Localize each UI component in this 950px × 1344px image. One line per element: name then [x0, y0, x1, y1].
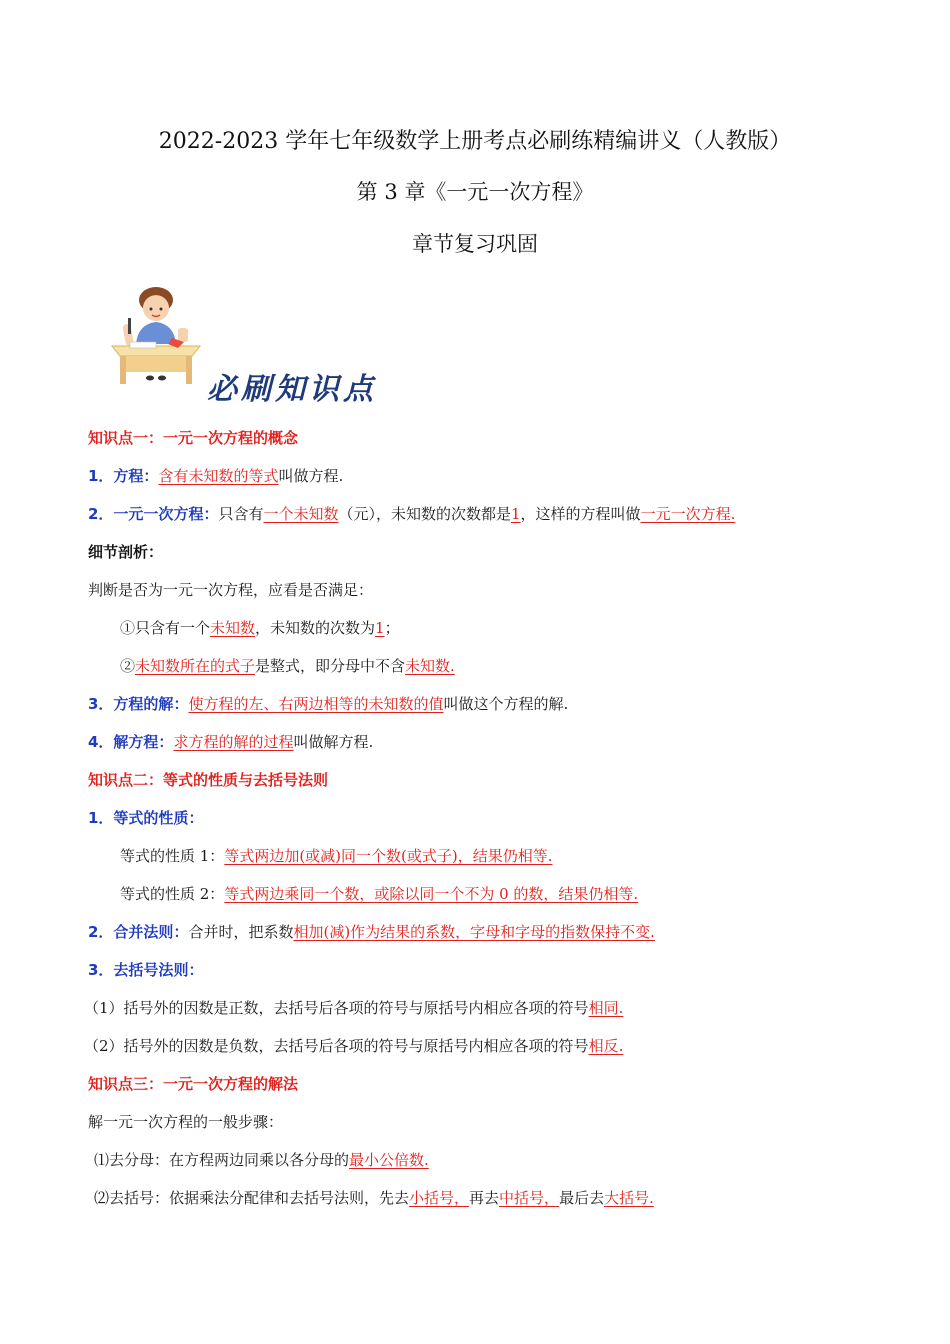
kp1-item2: [88, 504, 735, 524]
bracket-rule-2-answer: 相反.: [588, 1037, 624, 1055]
condition-1-answer1: 未知数: [210, 619, 256, 637]
bracket-rule-2: [84, 1036, 623, 1056]
bracket-rule-1-text: （1）括号外的因数是正数，去括号后各项的符号与原括号内相应各项的符号: [84, 999, 589, 1017]
solve-step-2-text2: 再去: [469, 1189, 500, 1207]
equality-property-1: [120, 846, 553, 866]
bracket-rule-1-answer: 相同.: [588, 999, 624, 1017]
solve-step-1-text: ⑴去分母：在方程两边同乘以各分母的: [94, 1151, 350, 1169]
condition-2-answer1: 未知数所在的式子: [135, 657, 256, 675]
kp1-item4: [88, 732, 373, 752]
document-title: 2022-2023 学年七年级数学上册考点必刷练精编讲义（人教版）: [158, 129, 792, 154]
kp1-item4-rest: 叫做解方程.: [293, 733, 374, 751]
solve-step-2: [94, 1188, 654, 1208]
kp1-item2-answer1: 一个未知数: [263, 505, 339, 523]
student-at-desk-icon: [106, 282, 206, 392]
kp2-item2-text: 合并时，把系数: [188, 923, 294, 941]
kp1-item4-answer: 求方程的解的过程: [173, 733, 294, 751]
kp3-intro: 解一元一次方程的一般步骤：: [88, 1113, 284, 1131]
kp1-item2-text2: （元），未知数的次数都是: [338, 505, 511, 523]
kp1-item1-answer: 含有未知数的等式: [158, 467, 279, 485]
equality-property-2: [120, 884, 638, 904]
solve-step-2-answer1: 小括号，: [409, 1189, 470, 1207]
kp3-heading: 知识点三：一元一次方程的解法: [88, 1075, 299, 1093]
kp1-item3-label: 3．方程的解：: [88, 695, 189, 713]
equality-property-1-label: 等式的性质 1：: [120, 847, 225, 865]
condition-2: [120, 656, 455, 676]
solve-step-2-text3: 最后去: [559, 1189, 605, 1207]
condition-1-text2: ，未知数的次数为: [255, 619, 376, 637]
kp1-item1: [88, 466, 343, 486]
kp1-item2-answer2: 1: [511, 505, 521, 523]
kp1-item2-text3: ，这样的方程叫做: [520, 505, 641, 523]
kp1-item3-rest: 叫做这个方程的解.: [443, 695, 569, 713]
kp1-item1-label: 1．方程：: [88, 467, 159, 485]
kp1-item2-text1: 只含有: [218, 505, 264, 523]
condition-2-text1: ②: [120, 657, 136, 675]
kp2-item2: [88, 922, 655, 942]
kp1-item2-label: 2．一元一次方程：: [88, 505, 219, 523]
kp2-item2-answer: 相加(减)作为结果的系数，字母和字母的指数保持不变.: [293, 923, 655, 941]
solve-step-2-answer3: 大括号.: [604, 1189, 654, 1207]
solve-step-1-answer: 最小公倍数.: [349, 1151, 429, 1169]
kp1-item2-answer3: 一元一次方程.: [640, 505, 736, 523]
condition-1-text3: ；: [384, 619, 400, 637]
condition-1-text1: ①只含有一个: [120, 619, 211, 637]
detail-heading: 细节剖析：: [88, 543, 164, 561]
kp1-item3: [88, 694, 568, 714]
kp2-item2-label: 2．合并法则：: [88, 923, 189, 941]
kp1-item4-label: 4．解方程：: [88, 733, 174, 751]
condition-1-answer2: 1: [375, 619, 385, 637]
kp2-item1-label: 1．等式的性质：: [88, 809, 204, 827]
condition-2-text2: 是整式，即分母中不含: [255, 657, 406, 675]
equality-property-2-answer: 等式两边乘同一个数，或除以同一个不为 0 的数，结果仍相等.: [224, 885, 639, 903]
kp1-heading: 知识点一：一元一次方程的概念: [88, 429, 299, 447]
detail-intro: 判断是否为一元一次方程，应看是否满足：: [88, 581, 374, 599]
kp2-item3-label: 3．去括号法则：: [88, 961, 204, 979]
bracket-rule-2-text: （2）括号外的因数是负数，去括号后各项的符号与原括号内相应各项的符号: [84, 1037, 589, 1055]
solve-step-2-text1: ⑵去括号：依据乘法分配律和去括号法则，先去: [94, 1189, 410, 1207]
condition-1: [120, 618, 400, 638]
condition-2-answer2: 未知数.: [405, 657, 455, 675]
section-title: 章节复习巩固: [412, 232, 538, 256]
kp2-heading: 知识点二：等式的性质与去括号法则: [88, 771, 329, 789]
kp1-item1-rest: 叫做方程.: [278, 467, 344, 485]
equality-property-1-answer: 等式两边加(或减)同一个数(或式子)，结果仍相等.: [224, 847, 553, 865]
solve-step-1: [94, 1150, 429, 1170]
equality-property-2-label: 等式的性质 2：: [120, 885, 225, 903]
kp1-item3-answer: 使方程的左、右两边相等的未知数的值: [188, 695, 444, 713]
section-banner: 必刷知识点: [207, 372, 377, 407]
bracket-rule-1: [84, 998, 623, 1018]
solve-step-2-answer2: 中括号，: [499, 1189, 560, 1207]
chapter-title: 第 3 章《一元一次方程》: [356, 180, 594, 204]
